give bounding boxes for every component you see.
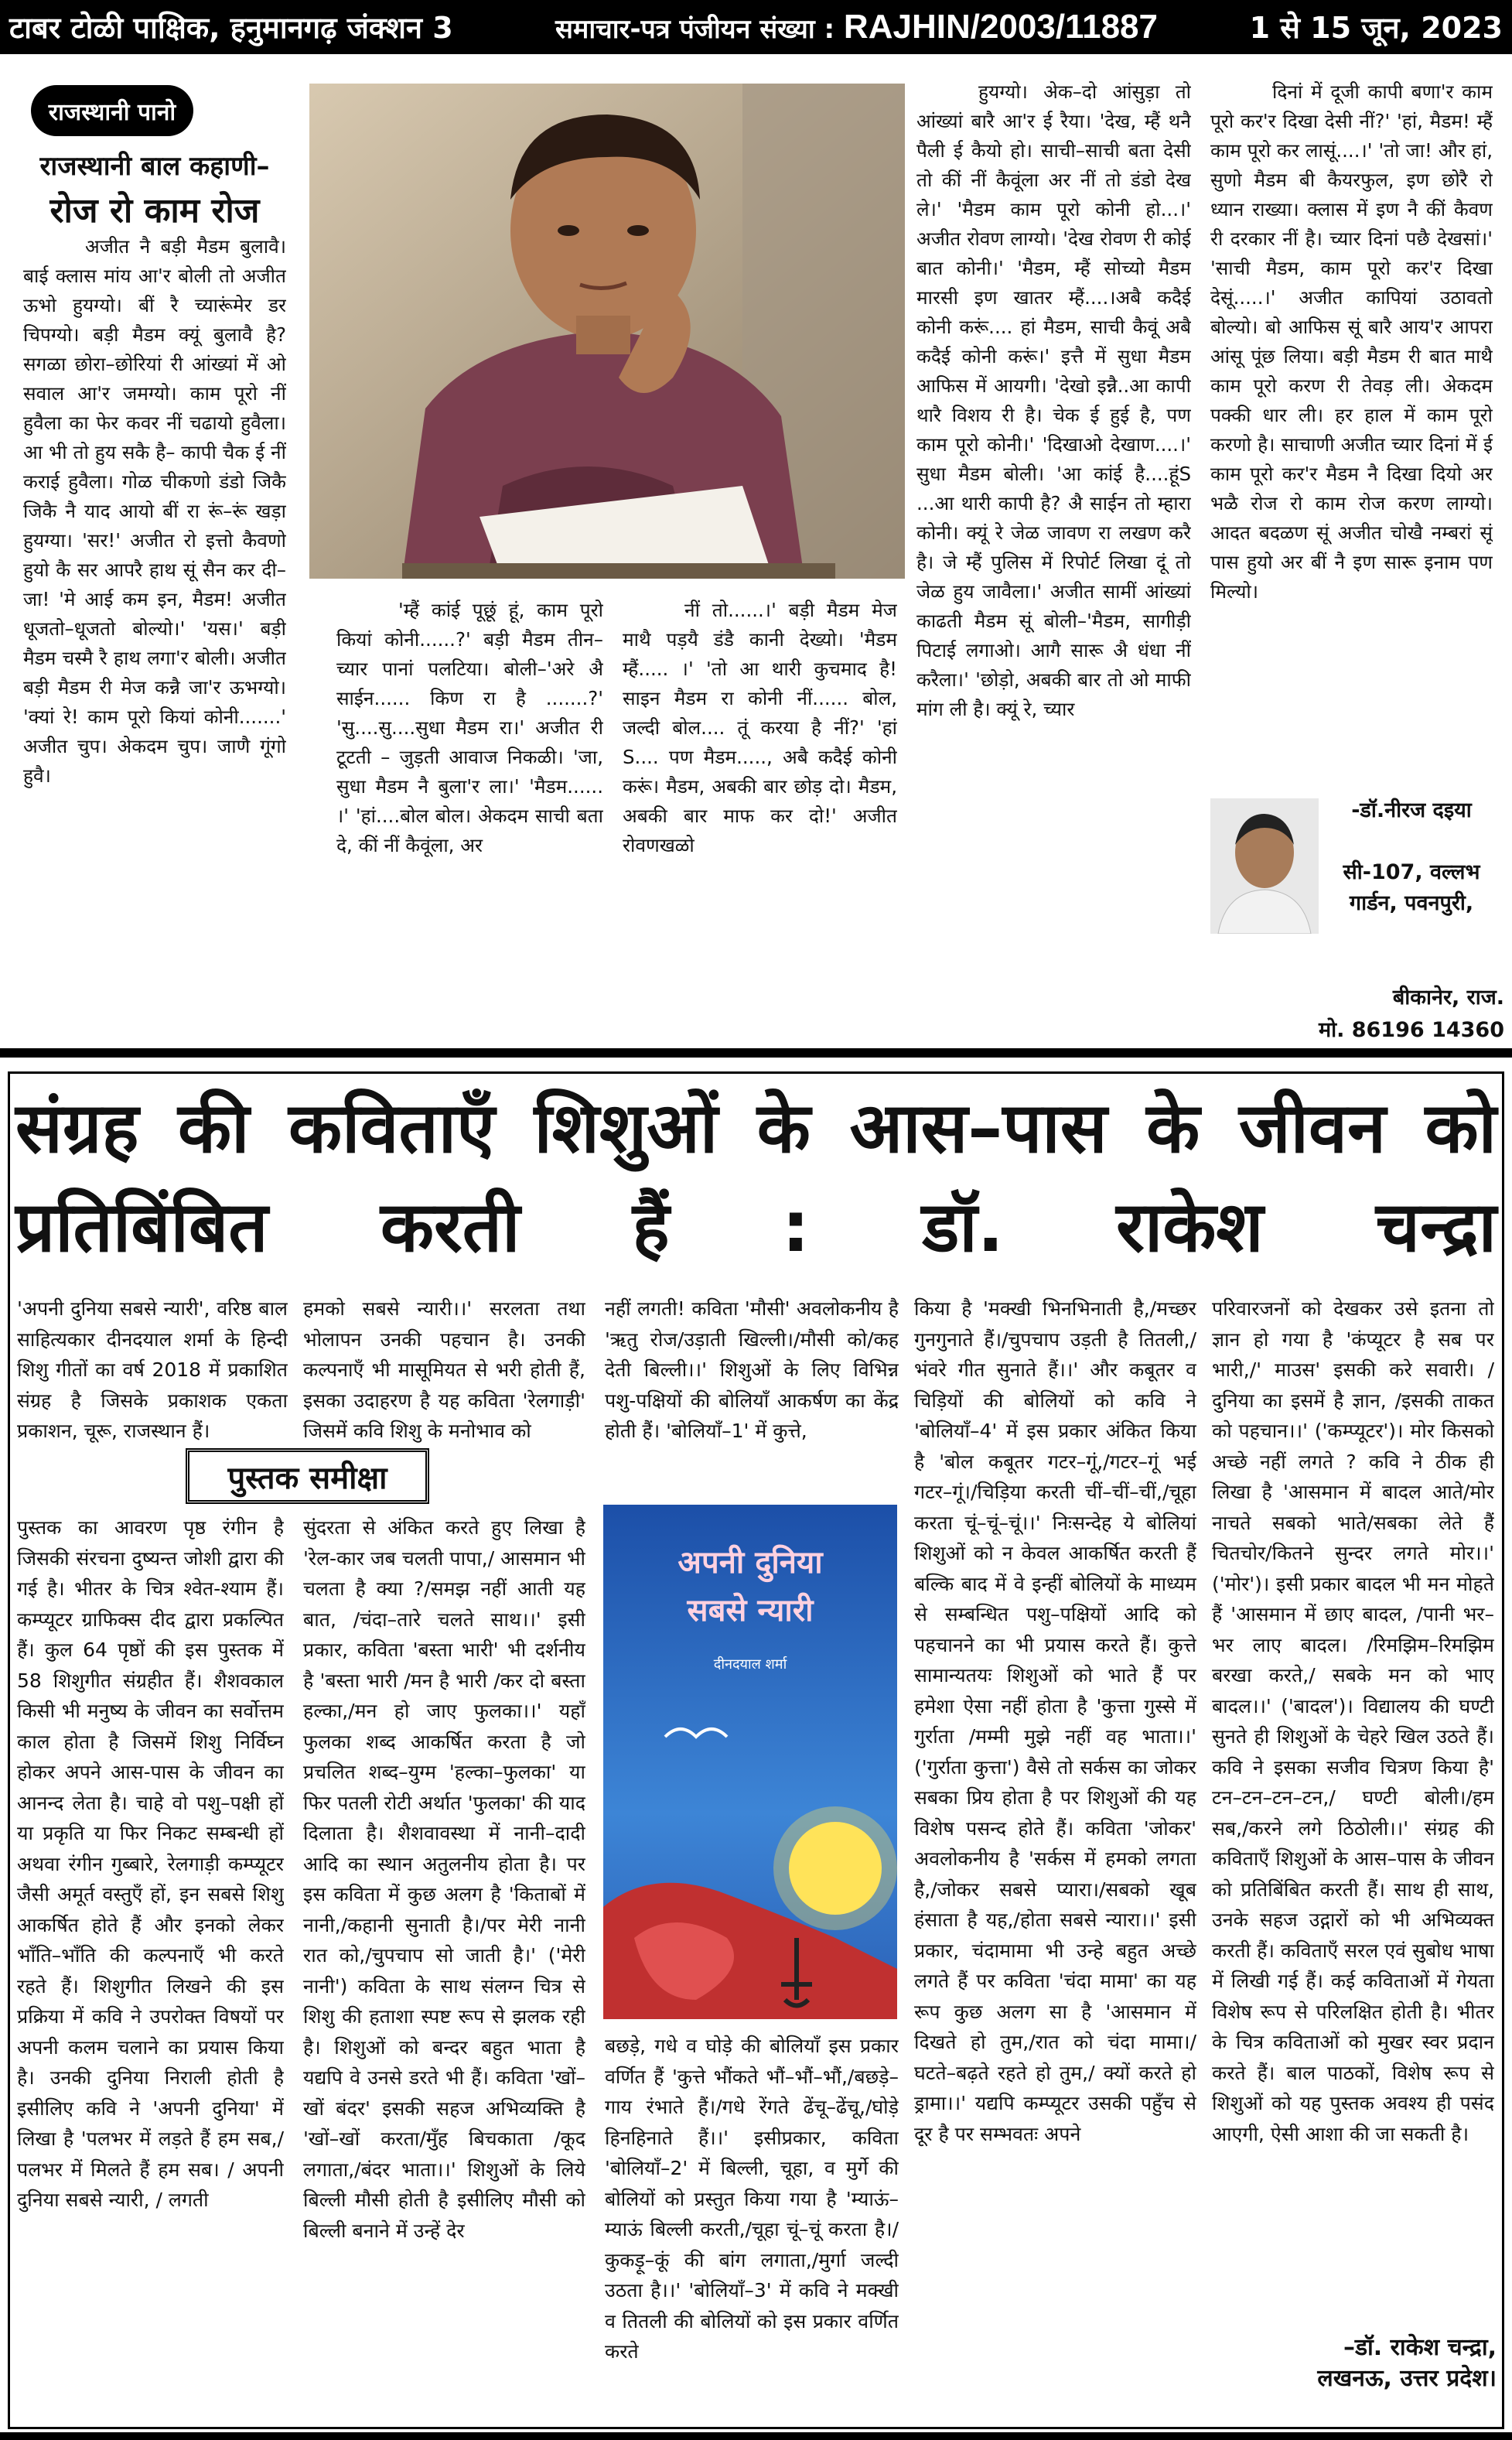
review-column-2-top [303, 1293, 585, 1495]
review-column-3-top [605, 1293, 899, 1495]
review-column-3-bottom [605, 2031, 899, 2421]
story-column-5 [1210, 77, 1493, 781]
book-author-label: दीनदयाल शर्मा [713, 1656, 787, 1673]
book-cover-art [603, 1505, 897, 2019]
review-column-1-top-text: 'अपनी दुनिया सबसे न्यारी', वरिष्ठ बाल साहित्यकार दीनदयाल शर्मा के हिन्दी शिशु गीतों का वर्ष 2018 में प्रकाशित संग्रह है जिसके प्रकाशक एकता प्रकाशन, चूरू, राजस्थान हैं। [17, 1297, 288, 1442]
review-column-3-bottom-text: बछड़े, गधे व घोड़े की बोलियाँ इस प्रकार वर्णित हैं 'कुत्ते भौंकते भौं–भौं–भौं,/बछड़े–गाय रंभाते हैं।/गधे रेंगते ढेंचू–ढेंचू,/घोड़े हिनहिनाते हैं।।' इसीप्रकार, कविता 'बोलियाँ–2' में बिल्ली, चूहा, व मुर्गे की बोलियों को प्रस्तुत किया गया है 'म्याऊं–म्याऊं बिल्ली करती,/चूहा चूं–चूं करता है।/कुकड़ू–कूं की बांग लगाता,/मुर्गा जल्दी उठता है।।' 'बोलियाँ–3' में कवि ने मक्खी व तितली की बोलियों को इस प्रकार वर्णित करते [605, 2035, 899, 2363]
story-author-address: सी-107, वल्लभ गार्डन, पवनपुरी, [1343, 860, 1480, 915]
story-column-2-text: 'म्हैं कांई पूछूं हूं, काम पूरो कियां कोनी......?' बड़ी मैडम तीन–च्यार पानां पलटिया। बोली–'अरे अै साईन...... किण रा है .......?' 'सु....सु....सुधा मैडम रा।' अजीत री टूटती – जुड़ती आवाज निकळी। 'जा, सुधा मैडम नै बुला'र ला।' 'मैडम...... ।' 'हां....बोल बोल। अेकदम साची बता दे, कीं नीं कैवूंला, अर [336, 599, 603, 856]
review-column-1 [17, 1512, 284, 2425]
registration [504, 8, 1209, 46]
story-column-5-text: दिनां में दूजी कापी बणा'र काम पूरो कर'र दिखा देसी नीं?' 'हां, मैडम! म्हैं काम पूरो कर लासूं....।' 'तो जा! और हां, सुणो मैडम बी कैयरफुल, इण छोरै रो ध्यान राख्या। क्लास में इण नै कीं कैवण री दरकार नीं है। च्यार दिनां पछै देखसां।' 'साची मैडम, काम पूरो कर'र दिखा देसूं.....।' अजीत कापियां उठावतो बोल्यो। बो आफिस सूं बारै आय'र आपरा आंसू पूंछ लिया। बड़ी मैडम री बात माथै काम पूरो करण री तेवड़ ली। अेकदम पक्की धार ली। हर हाल में काम पूरो करणो है। साचाणी अजीत च्यार दिनां में ई काम पूरो कर'र मैडम नै दिखा दियो अर भळै रोज रो काम रोज करण लाग्यो। आदत बदळण सूं अजीत चोखै नम्बरां सूं पास हुयो अर बीं नै इण सारू इनाम पण मिल्यो। [1210, 80, 1493, 603]
story-column-3-text: नीं तो......।' बड़ी मैडम मेज माथै पड़यै डंडै कानी देख्यो। 'मैडम म्हैं..... ।' 'तो आ थारी कुचमाद है! साइन मैडम रा कोनी नीं...... बोल, जल्दी बोल.... तूं करया है नीं?' 'हां S.... पण मैडम....., अबै कदैई कोनी करूं। मैडम, अबकी बार छोड़ दो। मैडम, अबकी बार माफ कर दो!' अजीत रोवणखळो [623, 599, 897, 856]
registration-label: समाचार-पत्र पंजीयन संख्या : [555, 14, 835, 45]
review-headline: संग्रह की कविताएँ शिशुओं के आस–पास के जीवन को प्रतिबिंबित करती हैं : डॉ. राकेश चन्द्रा [15, 1088, 1497, 1268]
book-title-line-2: सबसे न्यारी [687, 1593, 814, 1628]
review-column-5-text: परिवारजनों को देखकर उसे इतना तो ज्ञान हो गया है 'कंप्यूटर है सब पर भारी,/' माउस' इसकी करे सवारी। /दुनिया का इसमें है ज्ञान, /इसकी ताकत को पहचान।।' ('कम्प्यूटर')। मोर किसको अच्छे नहीं लगते ? कवि ने ठीक ही लिखा है 'आसमान में बादल आते/मोर नाचते सबको भाते/सबका लेते हैं चितचोर/कितने सुन्दर लगते मोर।।' ('मोर')। इसी प्रकार बादल भी मन मोहते हैं 'आसमान में छाए बादल, /पानी भर–भर लाए बादल। /रिमझिम–रिमझिम बरखा करते,/ सबके मन को भाए बादल।।' ('बादल')। विद्यालय की घण्टी सुनते ही शिशुओं के चेहरे खिल उठते हैं। कवि ने इसका सजीव चित्रण किया है' टन–टन–टन–टन,/ घण्टी बोली।/हम सब,/करने लगे ठिठोली।।' संग्रह की कविताएँ शिशुओं के आस–पास के जीवन को प्रतिबिंबित करती हैं। साथ ही साथ, उनके सहज उद्गारों को भी अभिव्यक्त करती हैं। कविताएँ सरल एवं सुबोध भाषा में लिखी गई हैं। कई कविताओं में गेयता विशेष रूप से परिलक्षित होती है। भीतर के चित्र कविताओं को मुखर स्वर प्रदान करते हैं। बाल पाठकों, विशेष रूप से शिशुओं को यह पुस्तक अवश्य ही पसंद आएगी, ऐसी आशा की जा सकती है। [1212, 1297, 1494, 2145]
section-badge: राजस्थानी पानो [31, 85, 193, 136]
story-kicker: राजस्थानी बाल कहाणी– [39, 151, 270, 182]
book-title-line-1: अपनी दुनिया [677, 1545, 823, 1581]
story-column-1-text: अजीत नै बड़ी मैडम बुलावै। बाई क्लास मांय आ'र बोली तो अजीत ऊभो हुयग्यो। बीं रै च्यारूंमेर डर चिपग्यो। बड़ी मैडम क्यूं बुलावै है? सगळा छोरा–छोरियां री आंख्यां में ओ सवाल आ'र जमग्यो। काम पूरो नीं हुवैला का फेर कवर नीं चढायो हुवैला। आ भी तो हुय सकै है– कापी चैक ई नीं कराई हुवैला। गोळ चीकणो डंडो जिकै जिकै नै याद आयो बीं रा रूं–रूं खड़ा हुयग्या। 'सर!' अजीत रो इत्तो कैवणो हुयो कै सर आपरै हाथ सूं सैन कर दी– जा! 'मे आई कम इन, मैडम! अजीत धूजतो–धूजतो बोल्यो।' 'यस।' बड़ी मैडम चस्मै रै हाथ लगा'र बोली। अजीत बड़ी मैडम री मेज कन्नै जा'र ऊभग्यो। 'क्यां रे! काम पूरो कियां कोनी.......' अजीत चुप। अेकदम चुप। जाणै गूंगो हुवै। [23, 235, 286, 787]
reviewer-city: लखनऊ, उत्तर प्रदेश। [1317, 2365, 1497, 2392]
reviewer-signature [1191, 2332, 1497, 2394]
boy-photo-illustration [309, 84, 905, 579]
story-column-1 [23, 232, 286, 1037]
review-column-2 [303, 1512, 585, 2425]
story-column-4 [916, 77, 1191, 1037]
story-author-block [1210, 789, 1504, 1044]
review-column-5 [1212, 1293, 1494, 2326]
reviewer-name: –डॉ. राकेश चन्द्रा, [1343, 2334, 1497, 2361]
review-label: पुस्तक समीक्षा [186, 1448, 429, 1504]
story-author-name: -डॉ.नीरज दइया [1351, 798, 1472, 822]
issue-date: 1 से 15 जून, 2023 [1249, 11, 1503, 45]
story-column-2 [336, 596, 603, 1037]
review-column-3-top-text: नहीं लगती! कविता 'मौसी' अवलोकनीय है 'ऋतु रोज/उड़ाती खिल्ली।/मौसी को/कह देती बिल्ली।।' शिशुओं के लिए विभिन्न पशु-पक्षियों की बोलियाँ आकर्षण का केंद्र होती हैं। 'बोलियाँ–1' में कुत्ते, [605, 1297, 899, 1442]
story-column-3 [623, 596, 897, 1037]
section-divider [0, 1048, 1512, 1058]
registration-number: RAJHIN/2003/11887 [843, 8, 1158, 46]
review-column-4 [914, 1293, 1196, 2423]
story-title: रोज रो काम रोज [49, 191, 260, 231]
story-column-4-text: हुयग्यो। अेक–दो आंसुड़ा तो आंख्यां बारै आ'र ई रैया। 'देख, म्हैं थनै पैली ई कैयो हो। साची–साची बता देसी तो कीं नीं कैवूंला अर नीं तो डंडो देख ले।' 'मैडम काम पूरो कोनी हो...।' अजीत रोवण लाग्यो। 'देख रोवण री कोई बात कोनी।' 'मैडम, म्हैं सोच्यो मैडम मारसी इण खातर म्हैं....।अबै कदैई कोनी करूं.... हां मैडम, साची कैवूं अबै कदैई कोनी करूं।' इत्तै में सुधा मैडम आफिस में आयगी। 'देखो इन्नै..आ कापी थारै विशय री है। चेक ई हुई है, पण काम पूरो कोनी।' 'दिखाओ देखाण....।' सुधा मैडम बोली। 'आ कांई है....हूंS ...आ थारी कापी है? अै साईन तो म्हारा कोनी। क्यूं रे जेळ जावण रा लखण करै है। जे म्हैं पुलिस में रिपोर्ट लिखा दूं तो जेळ हुय जावैला।' अजीत सामीं आंख्यां काढती मैडम सूं बोली–'मैडम, सागीड़ी पिटाई लगाओ। आगै सारू अै धंधा नीं करैला।' 'छोड़ो, अबकी बार तो ओ माफी मांग ली है। क्यूं रे, च्यार [916, 80, 1191, 720]
review-column-4-text: किया है 'मक्खी भिनभिनाती है,/मच्छर गुनगुनाते हैं।/चुपचाप उड़ती है तितली,/भंवरे गीत सुनाते हैं।।' और कबूतर व चिड़ियों की बोलियों को कवि ने 'बोलियाँ–4' में इस प्रकार अंकित किया है 'बोल कबूतर गटर–गूं,/गटर–गूं भई गटर–गूं।/चिड़िया करती चीं–चीं–चीं,/चूहा करता चूं–चूं–चूं।।' निःसन्देह ये बोलियां शिशुओं को न केवल आकर्षित करती हैं बल्कि बाद में वे इन्हीं बोलियों के माध्यम से सम्बन्धित पशु–पक्षियों आदि को पहचानने का भी प्रयास करते हैं। कुत्ते सामान्यतयः शिशुओं को भाते हैं पर हमेशा ऐसा नहीं होता है 'कुत्ता गुस्से में गुर्राता /मम्मी मुझे नहीं वह भाता।।' ('गुर्राता कुत्ता') वैसे तो सर्कस का जोकर सबका प्रिय होता है पर शिशुओं की यह विशेष पसन्द होते हैं। कविता 'जोकर' अवलोकनीय है 'सर्कस में हमको लगता है,/जोकर सबसे प्यारा।/सबको खूब हंसाता है यह,/होता सबसे न्यारा।।' इसी प्रकार, चंदामामा भी उन्हे बहुत अच्छे लगते हैं पर कविता 'चंदा मामा' का यह रूप कुछ अलग सा है 'आसमान में दिखते हो तुम,/रात को चंदा मामा।/घटते–बढ़ते रहते हो तुम,/ क्यों करते हो ड्रामा।।' यद्यपि कम्प्यूटर उसकी पहुँच से दूर है पर सम्भवतः अपने [914, 1297, 1196, 2145]
paper-name: टाबर टोळी पाक्षिक, हनुमानगढ़ जंक्शन 3 [9, 11, 453, 45]
review-column-2-text: सुंदरता से अंकित करते हुए लिखा है 'रेल-कार जब चलती पापा,/ आसमान भी चलता है क्या ?/समझ नहीं आती यह बात, /चंदा–तारे चलते साथ।।' इसी प्रकार, कविता 'बस्ता भारी' भी दर्शनीय है 'बस्ता भारी /मन है भारी /कर दो बस्ता हल्का,/मन हो जाए फुलका।।' यहाँ फुलका शब्द आकर्षित करता है जो प्रचलित शब्द–युग्म 'हल्का–फुलका' या फिर पतली रोटी अर्थात 'फुलका' की याद दिलाता है। शैशवावस्था में नानी–दादी आदि का स्थान अतुलनीय होता है। पर इस कविता में कुछ अलग है 'किताबों में नानी,/कहानी सुनाती है।/पर मेरी नानी रात को,/चुपचाप सो जाती है।' ('मेरी नानी') कविता के साथ संलग्न चित्र से शिशु की हताशा स्पष्ट रूप से झलक रही है। शिशुओं को बन्दर बहुत भाता है यद्यपि वे उनसे डरते भी हैं। कविता 'खों–खों बंदर' इसकी सहज अभिव्यक्ति है 'खों–खों करता/मुँह बिचकाता /कूद लगाता,/बंदर भाता।।' शिशुओं के लिये बिल्ली मौसी होती है इसीलिए मौसी को बिल्ली बनाने में उन्हें देर [303, 1516, 585, 2242]
story-author-mobile: मो. 86196 14360 [1318, 1018, 1504, 1042]
review-column-1-text: पुस्तक का आवरण पृष्ठ रंगीन है जिसकी संरचना दुष्यन्त जोशी द्वारा की गई है। भीतर के चित्र श्वेत-श्याम हैं। कम्प्यूटर ग्राफिक्स दीद द्वारा प्रकल्पित हैं। कुल 64 पृष्ठों की इस पुस्तक में 58 शिशुगीत संग्रहीत हैं। शैशवकाल किसी भी मनुष्य के जीवन का सर्वोत्तम काल होता है जिसमें शिशु निर्विघ्न होकर अपने आस-पास के जीवन का आनन्द लेता है। चाहे वो पशु–पक्षी हों या प्रकृति या फिर निकट सम्बन्धी हों अथवा रंगीन गुब्बारे, रेलगाड़ी कम्प्यूटर जैसी अमूर्त वस्तुएँ हों, इन सबसे शिशु आकर्षित होते हैं और इनको लेकर भाँति–भाँति की कल्पनाएँ भी करते रहते हैं। शिशुगीत लिखने की इस प्रक्रिया में कवि ने उपरोक्त विषयों पर अपनी कलम चलाने का प्रयास किया है। उनकी दुनिया निराली होती है इसीलिए कवि ने 'अपनी दुनिया' में लिखा है 'पलभर में लड़ते हैं हम सब,/पलभर में मिलते हैं हम सब। / अपनी दुनिया सबसे न्यारी, / लगती [17, 1516, 284, 2211]
review-column-2-top-text: हमको सबसे न्यारी।।' सरलता तथा भोलापन उनकी पहचान है। उनकी कल्पनाएँ भी मासूमियत से भरी होती हैं, इसका उदाहरण है यह कविता 'रेलगाड़ी' जिसमें कवि शिशु के मनोभाव को [303, 1297, 585, 1442]
book-cover [603, 1505, 897, 2019]
masthead [0, 0, 1512, 54]
story-author-city: बीकानेर, राज. [1392, 986, 1504, 1010]
story-photo [309, 84, 905, 579]
author-photo [1210, 798, 1319, 934]
page-bottom-rule [0, 2432, 1512, 2440]
